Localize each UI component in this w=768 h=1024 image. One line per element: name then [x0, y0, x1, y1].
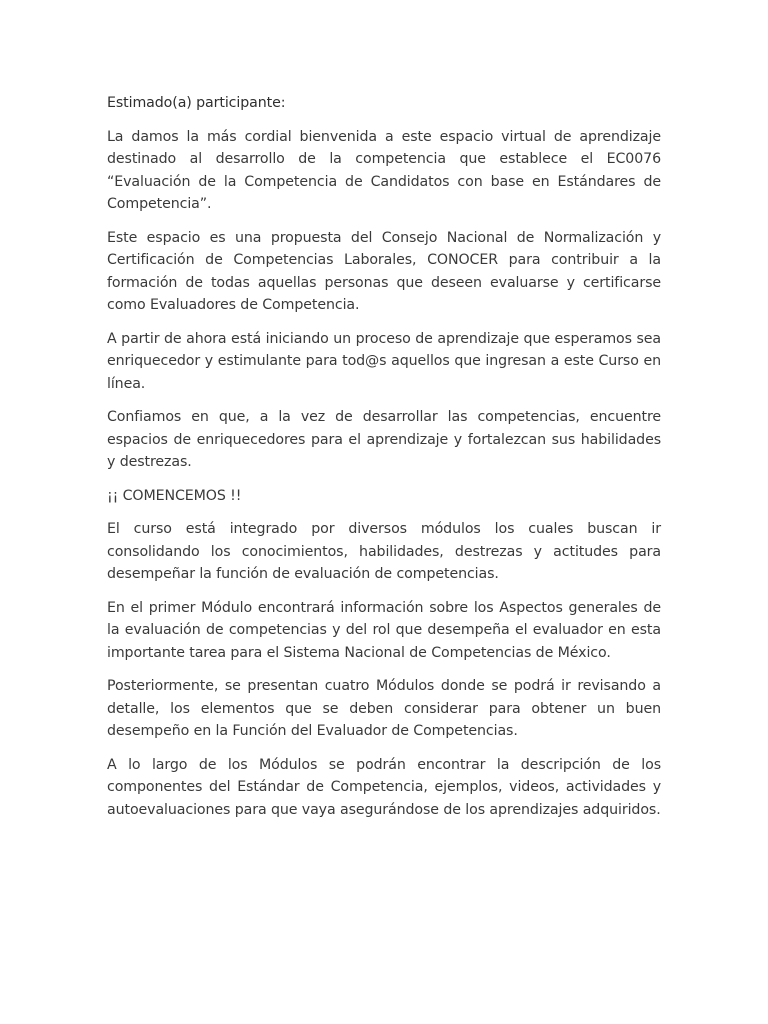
exclamation-heading: ¡¡ COMENCEMOS !! — [107, 487, 242, 504]
paragraph-first-module: En el primer Módulo encontrará información sobre los Aspectos generales de la evaluación de competencias y del rol que desempeña el evaluador en esta importante tarea para el Sistema Nacional de Competencias de México. — [107, 599, 661, 661]
document-page — [107, 92, 661, 832]
paragraph-confidence: Confiamos en que, a la vez de desarrollar las competencias, encuentre espacios de enriquecedores para el aprendizaje y fortalezcan sus habilidades y destrezas. — [107, 409, 661, 470]
greeting: Estimado(a) participante: — [107, 95, 286, 111]
paragraph-welcome: La damos la más cordial bienvenida a este espacio virtual de aprendizaje destinado al desarrollo de la competencia que establece el EC0076 “Evaluación de la Competencia de Candidatos con base en Estándares de Competencia”. — [107, 128, 661, 212]
paragraph-proposal: Este espacio es una propuesta del Consejo Nacional de Normalización y Certificación de Competencias Laborales, CONOCER para contribuir a la formación de todas aquellas personas que deseen evaluarse y certificarse como Evaluadores de Competencia. — [107, 229, 661, 313]
paragraph-four-modules: Posteriormente, se presentan cuatro Módulos donde se podrá ir revisando a detalle, los elementos que se deben considerar para obtener un buen desempeño en la Función del Evaluador de Competencias. — [107, 678, 661, 739]
paragraph-module-contents: A lo largo de los Módulos se podrán encontrar la descripción de los componentes del Estándar de Competencia, ejemplos, videos, actividades y autoevaluaciones para que vaya asegurándose de los aprendizajes adquiridos. — [107, 756, 661, 818]
paragraph-process: A partir de ahora está iniciando un proceso de aprendizaje que esperamos sea enriquecedor y estimulante para tod@s aquellos que ingresan a este Curso en línea. — [107, 330, 661, 392]
paragraph-course-structure: El curso está integrado por diversos módulos los cuales buscan ir consolidando los conocimientos, habilidades, destrezas y actitudes para desempeñar la función de evaluación de competencias. — [107, 521, 661, 582]
